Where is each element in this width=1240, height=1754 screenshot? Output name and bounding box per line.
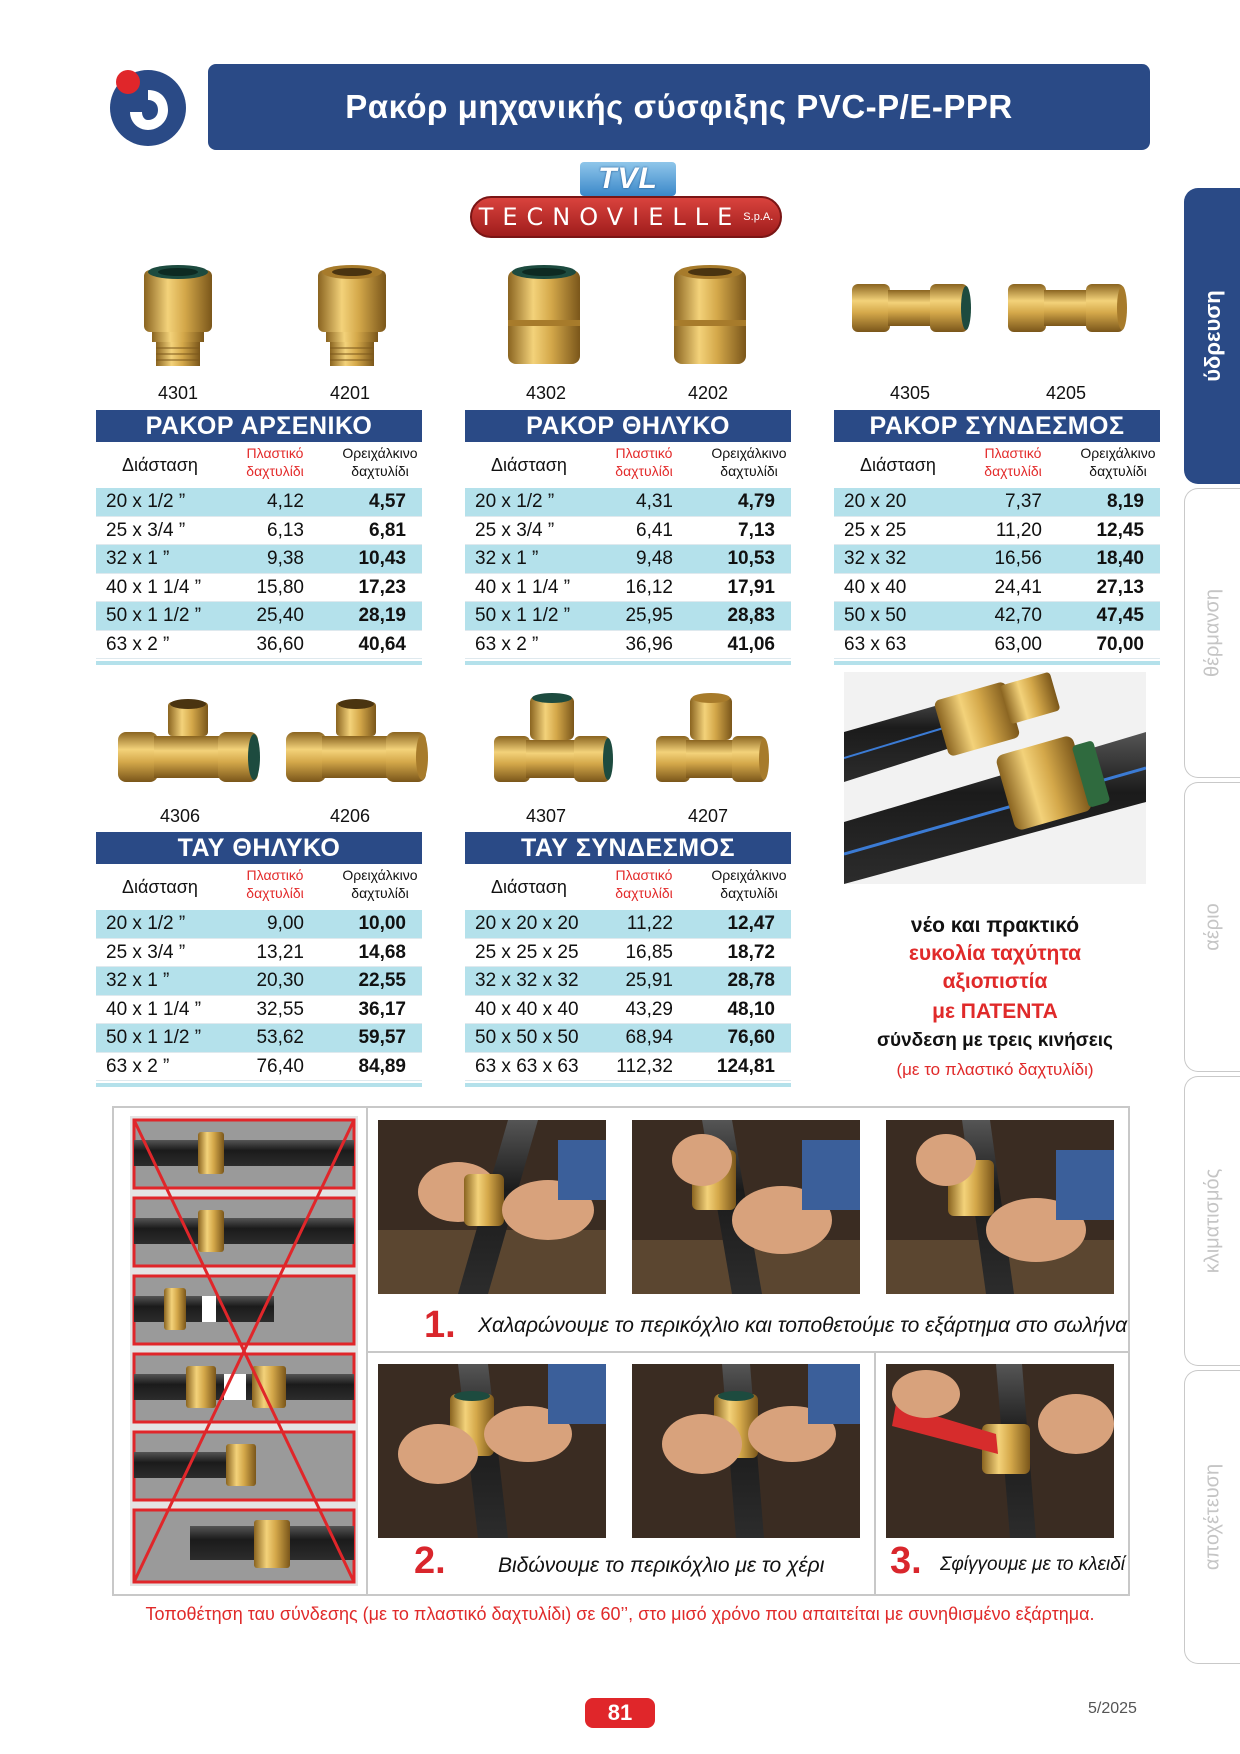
cell-brass-price: 12,47 [727, 913, 775, 934]
product-code: 4207 [687, 806, 729, 826]
table-row [465, 517, 791, 546]
cell-dimension: 20 x 20 [844, 491, 907, 512]
cell-dimension: 63 x 2 ” [106, 1055, 170, 1077]
cell-brass-price: 84,89 [358, 1055, 406, 1077]
divider [368, 1351, 1130, 1353]
cell-plastic-price: 9,00 [267, 913, 304, 934]
cell-brass-price: 14,68 [358, 941, 406, 963]
cell-brass-price: 17,23 [358, 576, 406, 598]
table-row [465, 488, 791, 517]
promo-line-three-moves: σύνδεση με τρεις κινήσεις [877, 1030, 1113, 1051]
company-logo [106, 64, 188, 148]
table-row [834, 631, 1160, 660]
col-dimension: Διάσταση [122, 455, 198, 475]
product-code: 4205 [1045, 383, 1087, 403]
cell-dimension: 25 x 25 x 25 [475, 941, 579, 963]
table-row [465, 545, 791, 574]
table-row [465, 1024, 791, 1053]
tab-heating[interactable]: θέρμανση [1184, 488, 1240, 778]
step-3-text: Σφίγγουμε με το κλειδί [940, 1554, 1125, 1575]
table-column-headers [96, 864, 422, 910]
col-dimension: Διάσταση [491, 455, 567, 475]
cell-dimension: 25 x 3/4 ” [106, 519, 186, 541]
cell-plastic-price: 13,21 [256, 941, 304, 963]
col-brass: Ορειχάλκινο δαχτυλίδι [1080, 445, 1156, 479]
col-brass: Ορειχάλκινο δαχτυλίδι [711, 445, 787, 479]
table-row [834, 545, 1160, 574]
cell-dimension: 20 x 1/2 ” [106, 913, 186, 934]
fitting-female-plastic-image [504, 262, 584, 375]
cell-brass-price: 36,17 [358, 998, 406, 1020]
table-column-headers [465, 442, 791, 488]
table-row [834, 574, 1160, 603]
cell-brass-price: 10,43 [358, 548, 406, 569]
col-brass: Ορειχάλκινο δαχτυλίδι [342, 867, 418, 901]
price-table-female-fitting [465, 410, 791, 665]
table-row [465, 631, 791, 660]
page-number: 81 [585, 1698, 655, 1728]
cell-plastic-price: 6,41 [636, 519, 673, 541]
table-title: ΤΑΥ ΣΥΝΔΕΣΜΟΣ [465, 832, 791, 864]
cell-dimension: 20 x 1/2 ” [475, 491, 555, 512]
cell-dimension: 25 x 25 [844, 519, 907, 541]
tee-female-plastic-image [114, 698, 262, 795]
cell-dimension: 25 x 3/4 ” [106, 941, 186, 963]
table-rows [834, 488, 1160, 659]
table-rows [465, 910, 791, 1081]
installation-steps-panel [112, 1106, 1130, 1596]
cell-plastic-price: 32,55 [256, 998, 304, 1020]
table-row [465, 574, 791, 603]
fitting-female-brass-image [670, 262, 750, 375]
table-row [465, 910, 791, 939]
cell-dimension: 40 x 1 1/4 ” [106, 998, 202, 1020]
promo-line-new: νέο και πρακτικό [910, 914, 1080, 937]
pipe-connection-photo [844, 672, 1146, 884]
tab-drainage[interactable]: αποχέτευση [1184, 1370, 1240, 1664]
step-3-number: 3. [890, 1540, 922, 1582]
cell-brass-price: 59,57 [358, 1027, 406, 1048]
col-plastic: Πλαστικό δαχτυλίδι [246, 867, 304, 901]
cell-dimension: 40 x 40 x 40 [475, 998, 579, 1020]
table-row [465, 1053, 791, 1082]
tee-coupling-brass-image [652, 692, 770, 795]
table-footer-line [465, 661, 791, 665]
cell-plastic-price: 63,00 [994, 633, 1042, 655]
table-row [465, 939, 791, 968]
cell-dimension: 20 x 20 x 20 [475, 913, 579, 934]
tab-gas[interactable]: αέριο [1184, 782, 1240, 1072]
cell-brass-price: 28,19 [358, 605, 406, 626]
cell-dimension: 40 x 1 1/4 ” [106, 576, 202, 598]
page-title-bar [208, 64, 1150, 150]
table-rows [96, 910, 422, 1081]
table-title: ΡΑΚΟΡ ΑΡΣΕΝΙΚΟ [96, 410, 422, 442]
cell-brass-price: 40,64 [358, 633, 406, 655]
step-1-photo-a [378, 1120, 606, 1294]
table-footer-line [834, 661, 1160, 665]
cell-dimension: 32 x 1 ” [106, 970, 170, 991]
cell-dimension: 63 x 2 ” [475, 633, 539, 655]
cell-brass-price: 47,45 [1096, 605, 1144, 626]
tee-coupling-plastic-image [490, 692, 614, 795]
product-code: 4301 [157, 383, 199, 403]
col-plastic: Πλαστικό δαχτυλίδι [984, 445, 1042, 479]
col-dimension: Διάσταση [860, 455, 936, 475]
product-code: 4306 [159, 806, 201, 826]
table-row [96, 910, 422, 939]
step-1-number: 1. [424, 1304, 456, 1346]
cell-dimension: 40 x 40 [844, 576, 907, 598]
cell-dimension: 50 x 1 1/2 ” [106, 1027, 202, 1048]
installation-time-note: Τοποθέτηση ταυ σύνδεσης (με το πλαστικό δαχτυλίδι) σε 60’’, στο μισό χρόνο που απαιτείται με συνηθισμένο εξάρτημα. [145, 1604, 1095, 1624]
table-row [96, 517, 422, 546]
col-dimension: Διάσταση [491, 877, 567, 897]
divider [874, 1353, 876, 1594]
promo-line-ease: ευκολία ταχύτητα [908, 942, 1082, 965]
step-1-text: Χαλαρώνουμε το περικόχλιο και τοποθετούμε το εξάρτημα στο σωλήνα [478, 1314, 1128, 1337]
step-2-number: 2. [414, 1540, 446, 1582]
cell-brass-price: 17,91 [727, 576, 775, 598]
table-row [96, 996, 422, 1025]
cell-plastic-price: 11,20 [995, 519, 1042, 541]
product-code: 4302 [525, 383, 567, 403]
cell-plastic-price: 15,80 [256, 576, 304, 598]
table-row [96, 574, 422, 603]
table-row [465, 996, 791, 1025]
table-column-headers [834, 442, 1160, 488]
product-code: 4202 [687, 383, 729, 403]
table-row [834, 488, 1160, 517]
cell-dimension: 50 x 50 [844, 605, 907, 626]
cell-plastic-price: 76,40 [256, 1055, 304, 1077]
cell-plastic-price: 16,12 [625, 576, 673, 598]
cell-dimension: 63 x 2 ” [106, 633, 170, 655]
table-row [96, 939, 422, 968]
table-row [96, 602, 422, 631]
tab-air-conditioning[interactable]: κλιματισμός [1184, 1076, 1240, 1366]
cell-dimension: 32 x 1 ” [106, 548, 170, 569]
step-1-photo-b [632, 1120, 860, 1294]
cell-plastic-price: 9,48 [636, 548, 673, 569]
cell-plastic-price: 4,12 [267, 491, 304, 512]
cell-plastic-price: 16,56 [994, 548, 1042, 569]
cell-brass-price: 4,57 [369, 491, 406, 512]
table-title: ΡΑΚΟΡ ΘΗΛΥΚΟ [465, 410, 791, 442]
table-row [96, 545, 422, 574]
col-plastic: Πλαστικό δαχτυλίδι [615, 445, 673, 479]
table-row [465, 967, 791, 996]
cell-brass-price: 7,13 [738, 519, 775, 541]
cell-dimension: 40 x 1 1/4 ” [475, 576, 571, 598]
step-2-text: Βιδώνουμε το περικόχλιο με το χέρι [498, 1554, 825, 1577]
cell-brass-price: 8,19 [1107, 491, 1144, 512]
product-code: 4305 [889, 383, 931, 403]
brand-logo [470, 158, 782, 242]
promo-line-patent: με ΠΑΤΕΝΤΑ [932, 1000, 1058, 1023]
brand-name: TECNOVIELLE [478, 203, 742, 231]
cell-plastic-price: 68,94 [625, 1027, 673, 1048]
cell-plastic-price: 42,70 [994, 605, 1042, 626]
cell-brass-price: 6,81 [369, 519, 406, 541]
price-table-tee-coupling [465, 832, 791, 1087]
cell-plastic-price: 112,32 [616, 1055, 673, 1077]
cell-brass-price: 10,00 [358, 913, 406, 934]
price-table-male-fitting [96, 410, 422, 665]
table-column-headers [465, 864, 791, 910]
promo-line-reliability: αξιοπιστία [942, 970, 1048, 993]
brand-suffix: S.p.A. [743, 211, 774, 223]
wrong-method-panel [130, 1116, 358, 1586]
fitting-male-plastic-image [140, 262, 216, 375]
product-code: 4307 [525, 806, 567, 826]
col-plastic: Πλαστικό δαχτυλίδι [246, 445, 304, 479]
table-row [96, 967, 422, 996]
page-title: Ρακόρ μηχανικής σύσφιξης PVC-P/E-PPR [345, 88, 1013, 125]
cell-plastic-price: 36,60 [256, 633, 304, 655]
cell-brass-price: 22,55 [358, 970, 406, 991]
table-row [96, 1024, 422, 1053]
table-rows [465, 488, 791, 659]
cell-plastic-price: 6,13 [267, 519, 304, 541]
cell-dimension: 50 x 1 1/2 ” [106, 605, 202, 626]
step-1-photo-c [886, 1120, 1114, 1294]
cell-brass-price: 27,13 [1096, 576, 1144, 598]
cell-plastic-price: 25,95 [625, 605, 673, 626]
cell-dimension: 25 x 3/4 ” [475, 519, 555, 541]
col-brass: Ορειχάλκινο δαχτυλίδι [342, 445, 418, 479]
cell-dimension: 32 x 1 ” [475, 548, 539, 569]
brand-mark: TVL [580, 162, 676, 196]
cell-brass-price: 48,10 [727, 998, 775, 1020]
edition-date: 5/2025 [1088, 1700, 1137, 1717]
cell-plastic-price: 53,62 [256, 1027, 304, 1048]
cell-dimension: 20 x 1/2 ” [106, 491, 186, 512]
cell-plastic-price: 16,85 [625, 941, 673, 963]
table-row [465, 602, 791, 631]
cell-plastic-price: 36,96 [625, 633, 673, 655]
cell-brass-price: 124,81 [716, 1055, 775, 1077]
tee-female-brass-image [282, 698, 430, 795]
table-column-headers [96, 442, 422, 488]
cell-brass-price: 12,45 [1096, 519, 1144, 541]
cell-plastic-price: 43,29 [625, 998, 673, 1020]
cell-plastic-price: 11,22 [626, 913, 673, 934]
promo-line-plastic-ring: (με το πλαστικό δαχτυλίδι) [896, 1060, 1094, 1079]
coupling-plastic-image [848, 276, 972, 345]
cell-dimension: 32 x 32 [844, 548, 907, 569]
table-title: ΡΑΚΟΡ ΣΥΝΔΕΣΜΟΣ [834, 410, 1160, 442]
cell-brass-price: 76,60 [727, 1027, 775, 1048]
cell-plastic-price: 24,41 [994, 576, 1042, 598]
price-table-tee-female [96, 832, 422, 1087]
cell-plastic-price: 9,38 [267, 548, 304, 569]
step-2-photo-b [632, 1364, 860, 1538]
product-code: 4201 [329, 383, 371, 403]
price-table-coupling [834, 410, 1160, 665]
cell-brass-price: 18,40 [1096, 548, 1144, 569]
cell-plastic-price: 20,30 [256, 970, 304, 991]
cell-dimension: 50 x 1 1/2 ” [475, 605, 571, 626]
cell-brass-price: 10,53 [727, 548, 775, 569]
table-footer-line [96, 661, 422, 665]
tab-water-supply[interactable]: ύδρευση [1184, 188, 1240, 484]
cell-plastic-price: 4,31 [636, 491, 673, 512]
table-footer-line [465, 1083, 791, 1087]
table-row [834, 517, 1160, 546]
cell-dimension: 63 x 63 [844, 633, 907, 655]
cell-brass-price: 4,79 [738, 491, 775, 512]
cell-brass-price: 28,78 [727, 970, 775, 991]
cell-plastic-price: 25,40 [256, 605, 304, 626]
table-row [96, 631, 422, 660]
cell-brass-price: 28,83 [727, 605, 775, 626]
coupling-brass-image [1004, 276, 1128, 345]
col-plastic: Πλαστικό δαχτυλίδι [615, 867, 673, 901]
fitting-male-brass-image [314, 262, 390, 375]
cell-brass-price: 18,72 [727, 941, 775, 963]
table-row [96, 1053, 422, 1082]
cell-plastic-price: 7,37 [1005, 491, 1042, 512]
step-2-photo-a [378, 1364, 606, 1538]
table-title: ΤΑΥ ΘΗΛΥΚΟ [96, 832, 422, 864]
step-3-photo [886, 1364, 1114, 1538]
table-row [96, 488, 422, 517]
col-brass: Ορειχάλκινο δαχτυλίδι [711, 867, 787, 901]
brand-name-pill [470, 196, 782, 238]
cell-brass-price: 41,06 [727, 633, 775, 655]
cell-plastic-price: 25,91 [625, 970, 673, 991]
product-code: 4206 [329, 806, 371, 826]
cell-dimension: 63 x 63 x 63 [475, 1055, 579, 1077]
table-footer-line [96, 1083, 422, 1087]
cell-dimension: 32 x 32 x 32 [475, 970, 579, 991]
cell-dimension: 50 x 50 x 50 [475, 1027, 579, 1048]
table-row [834, 602, 1160, 631]
table-rows [96, 488, 422, 659]
col-dimension: Διάσταση [122, 877, 198, 897]
cell-brass-price: 70,00 [1096, 633, 1144, 655]
